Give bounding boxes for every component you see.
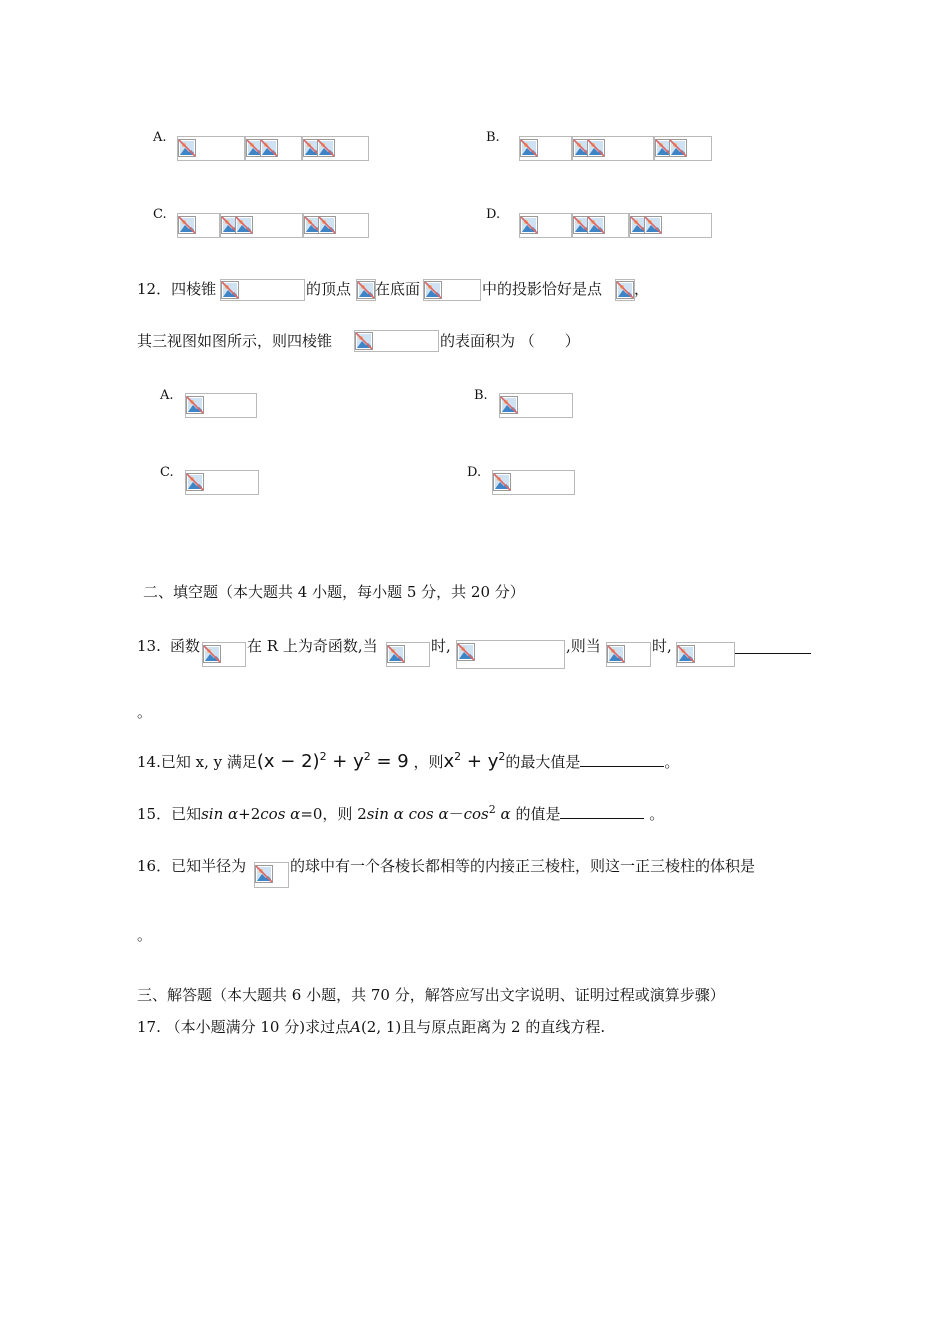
broken-image-icon	[357, 281, 375, 299]
question-16-suffix: 的球中有一个各棱长都相等的内接正三棱柱，则这一正三棱柱的体积是	[290, 857, 756, 875]
formula-image	[519, 213, 572, 238]
question-17-tail: (2, 1)且与原点距离为 2 的直线方程.	[360, 1018, 606, 1036]
broken-image-icon	[587, 216, 605, 234]
question-12-text: ，	[634, 280, 650, 298]
broken-image-icon	[186, 396, 204, 414]
question-15-prefix: 15．已知	[137, 805, 202, 823]
question-13-end: 。	[137, 703, 153, 721]
option-label-c: C.	[160, 465, 174, 480]
question-15-suffix: 的值是	[510, 805, 561, 823]
math-cos: cos	[463, 805, 489, 823]
question-13-text: ,则当	[566, 637, 601, 655]
broken-image-icon	[178, 216, 196, 234]
broken-image-icon	[221, 281, 239, 299]
broken-image-icon	[677, 645, 695, 663]
math-sin-alpha: sin α	[201, 805, 239, 823]
question-12-text: 中的投影恰好是点	[482, 280, 603, 298]
formula-image	[354, 330, 439, 352]
math-text: －	[448, 805, 464, 823]
formula-image	[177, 136, 245, 161]
broken-image-icon	[355, 332, 373, 350]
formula-image	[302, 136, 369, 161]
question-15-end: 。	[644, 805, 665, 823]
broken-image-icon	[186, 473, 204, 491]
broken-image-icon	[203, 645, 221, 663]
formula-image	[220, 213, 303, 238]
equation-circle: $(x - 2)^2 + y^2 = 9$	[256, 750, 409, 772]
question-16-end: 。	[137, 926, 153, 944]
option-label-a: A.	[153, 130, 167, 145]
formula-image	[185, 470, 259, 495]
formula-image	[615, 279, 635, 301]
formula-image	[629, 213, 712, 238]
formula-image	[423, 279, 481, 301]
formula-image	[177, 213, 220, 238]
question-13-text: 时,	[652, 637, 672, 655]
question-12-line-2: 其三视图如图所示，则四棱锥	[137, 332, 333, 350]
formula-image	[303, 213, 369, 238]
broken-image-icon	[607, 645, 625, 663]
option-label-d: D.	[467, 465, 482, 480]
formula-image	[676, 642, 735, 667]
question-12-line-2-tail: 的表面积为 （ ）	[440, 332, 580, 350]
broken-image-icon	[457, 643, 475, 661]
formula-image	[606, 642, 651, 667]
broken-image-icon	[424, 281, 442, 299]
expression-x2-y2: $x^2 + y^2$	[443, 750, 506, 772]
question-17-prefix: 17. （本小题满分 10 分)求过点	[137, 1018, 351, 1036]
option-label-b: B.	[486, 130, 500, 145]
broken-image-icon	[178, 139, 196, 157]
formula-image	[220, 279, 305, 301]
section-heading-fill-in: 二、填空题（本大题共 4 小题，每小题 5 分，共 20 分）	[143, 583, 525, 601]
question-13-text: 在 R 上为奇函数,当	[247, 637, 378, 655]
math-text: =0，则 2	[300, 805, 367, 823]
option-label-b: B.	[474, 388, 488, 403]
formula-image	[499, 393, 573, 418]
math-sin-cos: sin α cos α	[366, 805, 449, 823]
math-point-a: A	[350, 1018, 361, 1036]
formula-image	[245, 136, 302, 161]
option-label-a: A.	[160, 388, 174, 403]
section-heading-answers: 三、解答题（本大题共 6 小题，共 70 分，解答应写出文字说明、证明过程或演算步骤）	[137, 986, 725, 1004]
broken-image-icon	[644, 216, 662, 234]
broken-image-icon	[387, 645, 405, 663]
broken-image-icon	[260, 139, 278, 157]
answer-blank[interactable]	[735, 653, 811, 654]
answer-blank[interactable]	[560, 804, 644, 819]
math-text: +2	[238, 805, 261, 823]
question-13-text: 时,	[431, 637, 451, 655]
question-16-prefix: 16．已知半径为	[137, 857, 247, 875]
formula-image	[492, 470, 575, 495]
broken-image-icon	[520, 216, 538, 234]
formula-image	[202, 642, 246, 667]
formula-image	[572, 136, 654, 161]
question-14-mid: ，则	[408, 753, 444, 771]
formula-image	[185, 393, 257, 418]
math-cos-alpha: cos α	[260, 805, 301, 823]
question-12-text: 的顶点	[306, 280, 352, 298]
question-12-number: 12．四棱锥	[137, 280, 217, 298]
broken-image-icon	[318, 216, 336, 234]
broken-image-icon	[317, 139, 335, 157]
formula-image	[519, 136, 572, 161]
math-alpha: α	[495, 805, 511, 823]
broken-image-icon	[669, 139, 687, 157]
broken-image-icon	[520, 139, 538, 157]
formula-image	[456, 640, 565, 669]
broken-image-icon	[255, 865, 273, 883]
formula-image	[254, 862, 289, 888]
broken-image-icon	[587, 139, 605, 157]
option-label-d: D.	[486, 207, 501, 222]
question-13-text: 函数	[170, 637, 201, 655]
question-13-number: 13.	[137, 637, 161, 655]
math-exponent: 2	[488, 803, 496, 816]
broken-image-icon	[616, 281, 634, 299]
option-label-c: C.	[153, 207, 167, 222]
broken-image-icon	[493, 473, 511, 491]
broken-image-icon	[235, 216, 253, 234]
formula-image	[356, 279, 376, 301]
answer-blank[interactable]	[580, 752, 664, 767]
formula-image	[572, 213, 629, 238]
question-14-end: 。	[664, 753, 680, 771]
formula-image	[386, 642, 430, 667]
question-12-text: 在底面	[375, 280, 421, 298]
question-14-prefix: 14.已知 x, y 满足	[137, 753, 257, 771]
formula-image	[654, 136, 712, 161]
question-14-suffix: 的最大值是	[505, 753, 581, 771]
broken-image-icon	[500, 396, 518, 414]
